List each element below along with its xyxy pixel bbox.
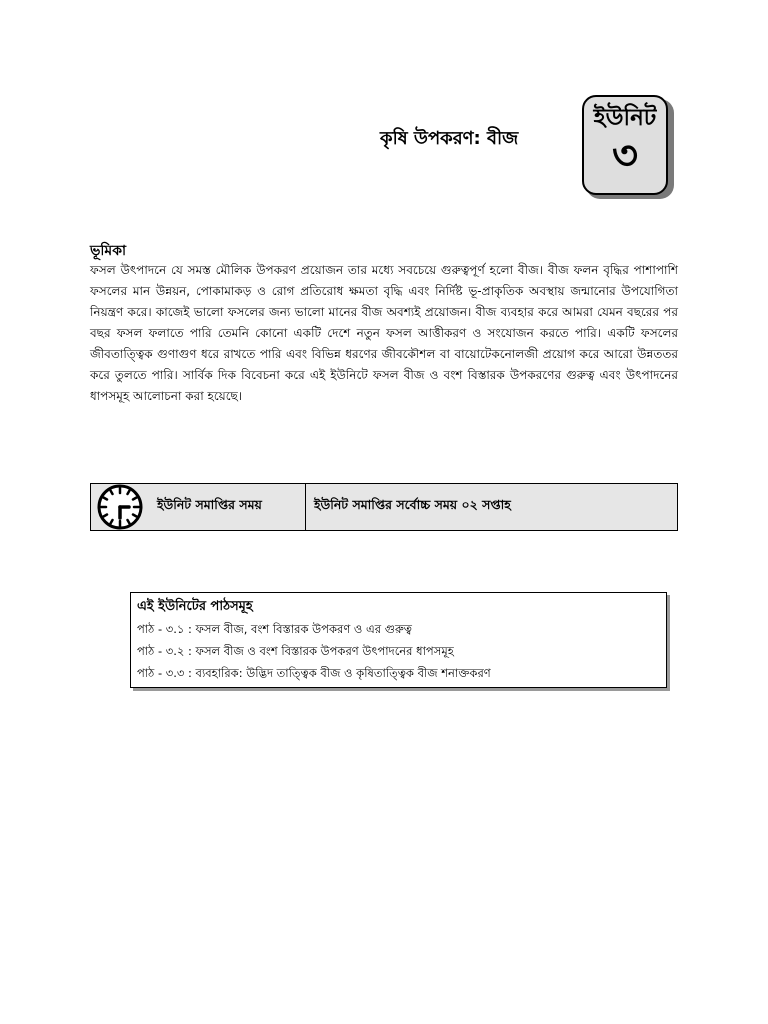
time-value-cell xyxy=(306,484,677,530)
time-label-cell xyxy=(91,484,306,530)
lesson-item: পাঠ - ৩.১ : ফসল বীজ, বংশ বিস্তারক উপকরণ ও এর গুরুত্ব xyxy=(137,622,412,636)
intro-body: ফসল উৎপাদনে যে সমস্ত মৌলিক উপকরণ প্রয়োজন তার মধ্যে সবচেয়ে গুরুত্বপূর্ণ হলো বীজ। বীজ ফলন বৃদ্ধির পাশাপাশি ফসলের মান উন্নয়ন, পোকামাকড় ও রোগ প্রতিরোধ ক্ষমতা বৃদ্ধি এবং নির্দিষ্ট ভূ-প্রাকৃতিক অবস্থায় জন্মানোর উপযোগিতা নিয়ন্ত্রণ করে। কাজেই ভালো ফসলের জন্য ভালো মানের বীজ অবশ্যই প্রয়োজন। বীজ ব্যবহার করে আমরা যেমন বছরের পর বছর ফসল ফলাতে পারি তেমনি কোনো একটি দেশে নতুন ফসল আত্তীকরণ ও সংযোজন করতে পারি। একটি ফসলের জীবতাত্ত্বিক গুণাগুণ ধরে রাখতে পারি এবং বিভিন্ন ধরণের জীবকৌশল বা বায়োটেকনোলজী প্রয়োগ করে আরো উন্নততর করে তুলতে পারি। সার্বিক দিক বিবেচনা করে এই ইউনিটে ফসল বীজ ও বংশ বিস্তারক উপকরণের গুরুত্ব এবং উৎপাদনের ধাপসমূহ আলোচনা করা হয়েছে। xyxy=(90,263,678,403)
time-label: ইউনিট সমাপ্তির সময় xyxy=(157,497,262,512)
lesson-item: পাঠ - ৩.২ : ফসল বীজ ও বংশ বিস্তারক উপকরণ উৎপাদনের ধাপসমূহ xyxy=(137,644,454,658)
lessons-heading: এই ইউনিটের পাঠসমূহ xyxy=(137,599,253,614)
time-value: ইউনিট সমাপ্তির সর্বোচ্চ সময় ০২ সপ্তাহ xyxy=(314,497,511,512)
clock-icon xyxy=(91,483,149,531)
unit-label: ইউনিট xyxy=(593,105,657,131)
unit-time-table xyxy=(90,483,678,531)
unit-number: ৩ xyxy=(611,133,638,179)
lessons-box xyxy=(130,592,667,688)
chapter-title: কৃষি উপকরণ: বীজ xyxy=(380,128,519,149)
lesson-item: পাঠ - ৩.৩ : ব্যবহারিক: উদ্ভিদ তাত্ত্বিক বীজ ও কৃষিতাত্ত্বিক বীজ শনাক্তকরণ xyxy=(137,666,491,680)
unit-badge xyxy=(582,95,668,195)
intro-heading: ভূমিকা xyxy=(90,243,127,259)
